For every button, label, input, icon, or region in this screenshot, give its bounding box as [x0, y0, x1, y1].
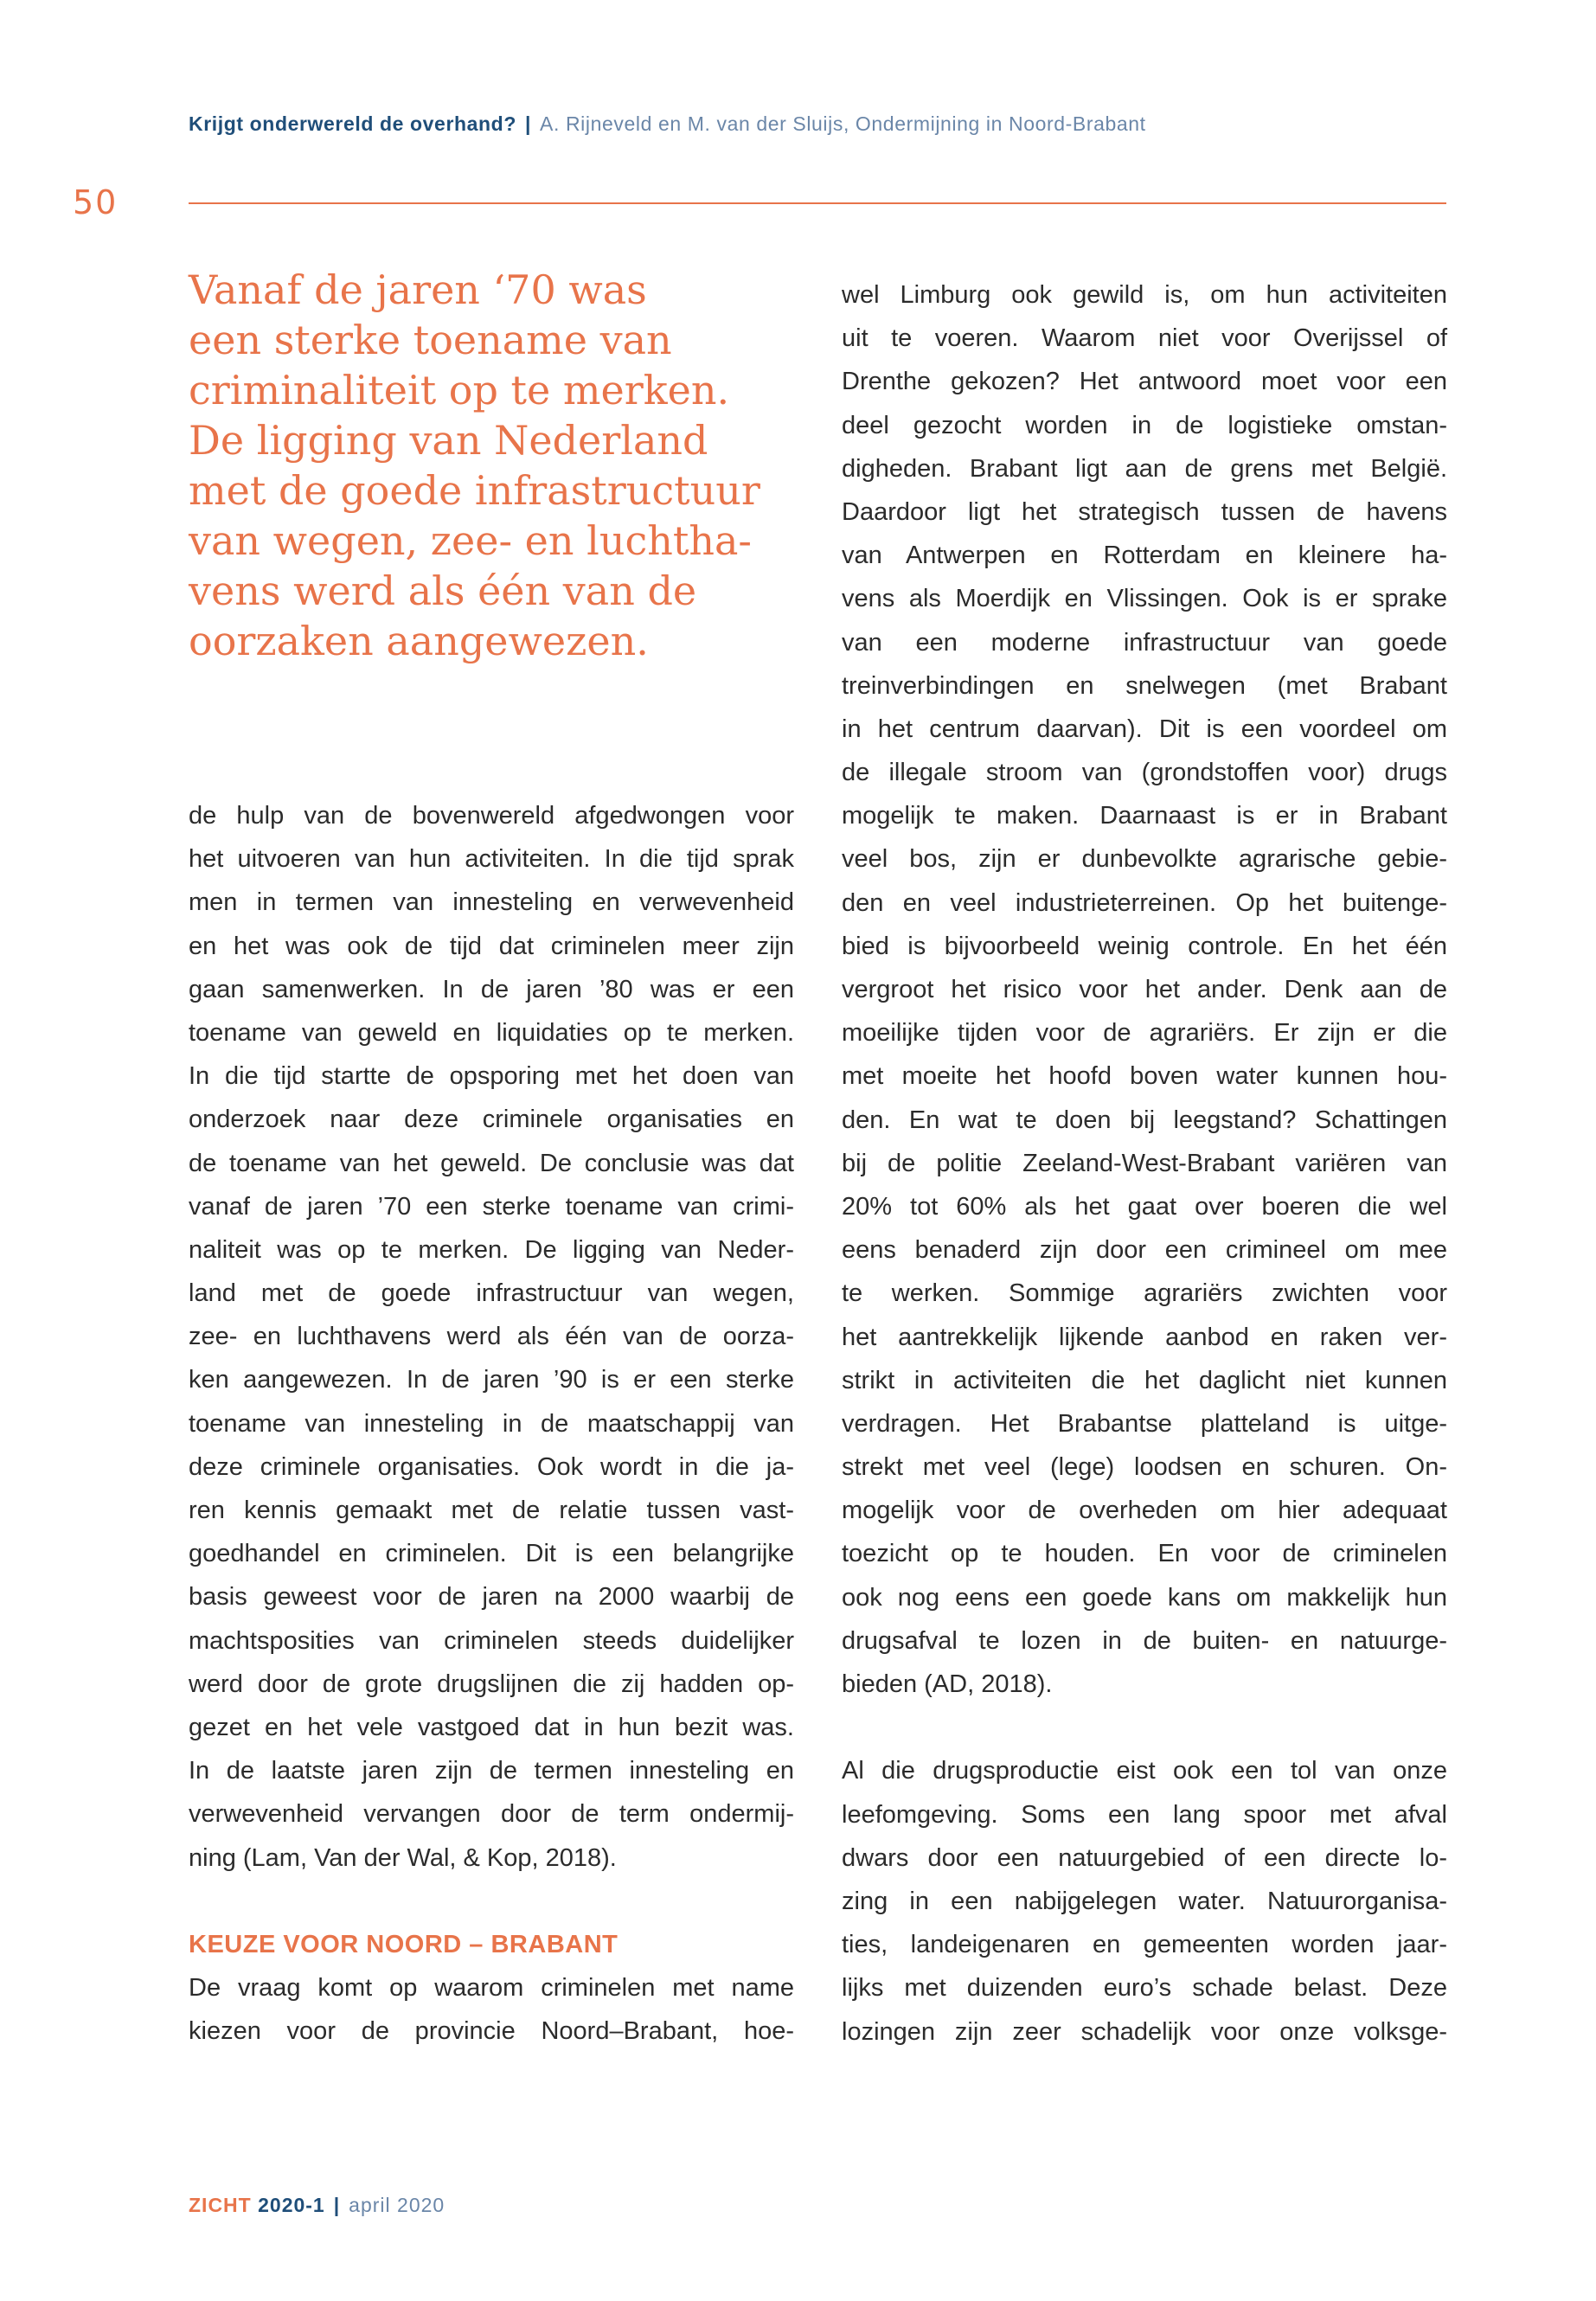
left-paragraph-1: [189, 794, 794, 1880]
text-line: bieden (AD, 2018).: [842, 1670, 1053, 1698]
text-line: digheden. Brabant ligt aan de grens met België.: [842, 454, 1447, 483]
text-line: zing in een nabijgelegen water. Natuurorganisa-: [842, 1887, 1447, 1915]
pull-quote-line: Vanaf de jaren ‘70 was: [189, 266, 647, 313]
text-line: mogelijk te maken. Daarnaast is er in Brabant: [842, 802, 1447, 830]
left-paragraph-2: [189, 1966, 794, 2053]
text-line: treinverbindingen en snelwegen (met Brabant: [842, 671, 1447, 700]
text-line: gezet en het vele vastgoed dat in hun bezit was.: [189, 1713, 794, 1741]
text-line: en het was ook de tijd dat criminelen meer zijn: [189, 932, 794, 960]
text-line: den. En wat te doen bij leegstand? Schattingen: [842, 1106, 1447, 1134]
text-line: strikt in activiteiten die het daglicht niet kunnen: [842, 1366, 1447, 1394]
running-header: [189, 112, 1146, 136]
text-line: de hulp van de bovenwereld afgedwongen voor: [189, 802, 794, 830]
pull-quote-line: van wegen, zee- en luchtha-: [189, 517, 752, 564]
text-line: onderzoek naar deze criminele organisaties en: [189, 1106, 794, 1134]
text-line: in het centrum daarvan). Dit is een voordeel om: [842, 715, 1447, 743]
text-line: het aantrekkelijk lijkende aanbod en raken ver-: [842, 1323, 1447, 1351]
text-line: drugsafval te lozen in de buiten- en natuurge-: [842, 1626, 1447, 1655]
text-line: land met de goede infrastructuur van wegen,: [189, 1279, 794, 1308]
text-line: Drenthe gekozen? Het antwoord moet voor een: [842, 368, 1447, 396]
text-line: lozingen zijn zeer schadelijk voor onze volksge-: [842, 2017, 1447, 2046]
text-line: de toename van het geweld. De conclusie was dat: [189, 1149, 794, 1177]
pull-quote: [189, 265, 785, 666]
footer: [189, 2194, 445, 2217]
text-line: ties, landeigenaren en gemeenten worden jaar-: [842, 1931, 1447, 1959]
text-line: kiezen voor de provincie Noord–Brabant, hoe-: [189, 2017, 794, 2046]
text-line: bied is bijvoorbeeld weinig controle. En het één: [842, 932, 1447, 960]
text-line: vanaf de jaren ’70 een sterke toename van crimi-: [189, 1192, 794, 1221]
pull-quote-line: oorzaken aangewezen.: [189, 618, 649, 664]
footer-separator: |: [333, 2194, 341, 2216]
text-line: men in termen van innesteling en verwevenheid: [189, 888, 794, 917]
text-line: basis geweest voor de jaren na 2000 waarbij de: [189, 1583, 794, 1612]
text-line: den en veel industrieterreinen. Op het buitenge-: [842, 888, 1447, 917]
text-line: vergroot het risico voor het ander. Denk aan de: [842, 976, 1447, 1003]
pull-quote-line: een sterke toename van: [189, 317, 672, 363]
right-paragraph-2: [842, 1749, 1447, 2053]
header-separator: |: [525, 112, 532, 135]
page-number: 50: [73, 183, 119, 221]
text-line: lijks met duizenden euro’s schade belast. Deze: [842, 1974, 1447, 2003]
text-line: deel gezocht worden in de logistieke omstan-: [842, 411, 1447, 439]
text-line: van een moderne infrastructuur van goede: [842, 628, 1447, 657]
text-line: goedhandel en criminelen. Dit is een belangrijke: [189, 1540, 794, 1568]
text-line: dwars door een natuurgebied of een directe lo-: [842, 1843, 1447, 1872]
text-line: De vraag komt op waarom criminelen met name: [189, 1974, 794, 2003]
header-title: Krijgt onderwereld de overhand?: [189, 112, 516, 135]
text-line: ken aangewezen. In de jaren ’90 is er een sterke: [189, 1366, 794, 1394]
text-line: Daardoor ligt het strategisch tussen de havens: [842, 497, 1447, 526]
footer-brand: ZICHT: [189, 2194, 252, 2216]
footer-date: april 2020: [349, 2194, 445, 2216]
text-line: met moeite het hoofd boven water kunnen hou-: [842, 1062, 1447, 1091]
text-line: toezicht op te houden. En voor de criminelen: [842, 1540, 1447, 1568]
text-line: eens benaderd zijn door een crimineel om mee: [842, 1236, 1447, 1265]
text-line: In die tijd startte de opsporing met het doen van: [189, 1062, 794, 1091]
text-line: van Antwerpen en Rotterdam en kleinere ha-: [842, 542, 1447, 570]
footer-issue: 2020-1: [258, 2194, 325, 2216]
text-line: zee- en luchthavens werd als één van de oorza-: [189, 1323, 794, 1351]
header-authors: A. Rijneveld en M. van der Sluijs, Ondermijning in Noord-Brabant: [540, 112, 1146, 135]
text-line: wel Limburg ook gewild is, om hun activiteiten: [842, 281, 1447, 309]
text-line: strekt met veel (lege) loodsen en schuren. On-: [842, 1453, 1447, 1482]
text-line: verdragen. Het Brabantse platteland is uitge-: [842, 1409, 1447, 1438]
section-heading: KEUZE VOOR NOORD – BRABANT: [189, 1930, 619, 1958]
text-line: uit te voeren. Waarom niet voor Overijssel of: [842, 324, 1447, 353]
text-line: veel bos, zijn er dunbevolkte agrarische gebie-: [842, 845, 1447, 874]
text-line: toename van innesteling in de maatschappij van: [189, 1409, 794, 1438]
text-line: ook nog eens een goede kans om makkelijk hun: [842, 1583, 1447, 1612]
text-line: mogelijk voor de overheden om hier adequaat: [842, 1497, 1447, 1525]
text-line: toename van geweld en liquidaties op te merken.: [189, 1018, 794, 1047]
text-line: ning (Lam, Van der Wal, & Kop, 2018).: [189, 1843, 617, 1872]
text-line: leefomgeving. Soms een lang spoor met afval: [842, 1800, 1447, 1829]
header-divider: [189, 202, 1446, 204]
pull-quote-line: vens werd als één van de: [189, 567, 697, 614]
text-line: vens als Moerdijk en Vlissingen. Ook is er sprake: [842, 585, 1447, 613]
left-column: [189, 794, 794, 2053]
text-line: deze criminele organisaties. Ook wordt in die ja-: [189, 1452, 794, 1481]
text-line: te werken. Sommige agrariërs zwichten voor: [842, 1279, 1447, 1308]
text-line: moeilijke tijden voor de agrariërs. Er zijn er die: [842, 1019, 1447, 1048]
right-column: [842, 273, 1447, 2054]
pull-quote-line: De ligging van Nederland: [189, 417, 708, 464]
text-line: het uitvoeren van hun activiteiten. In die tijd sprak: [189, 845, 794, 874]
text-line: In de laatste jaren zijn de termen innesteling en: [189, 1757, 794, 1785]
text-line: gaan samenwerken. In de jaren ’80 was er een: [189, 975, 794, 1003]
text-line: 20% tot 60% als het gaat over boeren die wel: [842, 1192, 1447, 1221]
paragraph-gap: [842, 1706, 1447, 1749]
text-line: ren kennis gemaakt met de relatie tussen vast-: [189, 1497, 794, 1524]
text-line: naliteit was op te merken. De ligging van Neder-: [189, 1235, 794, 1264]
right-paragraph-1: [842, 273, 1447, 1706]
text-line: werd door de grote drugslijnen die zij hadden op-: [189, 1670, 794, 1698]
text-line: verwevenheid vervangen door de term ondermij-: [189, 1800, 794, 1829]
text-line: Al die drugsproductie eist ook een tol van onze: [842, 1757, 1447, 1785]
text-line: de illegale stroom van (grondstoffen voor) drugs: [842, 759, 1447, 787]
pull-quote-line: criminaliteit op te merken.: [189, 367, 730, 413]
text-line: machtsposities van criminelen steeds duidelijker: [189, 1626, 794, 1655]
paragraph-gap: [189, 1880, 794, 1923]
text-line: bij de politie Zeeland-West-Brabant variëren van: [842, 1149, 1447, 1177]
pull-quote-line: met de goede infrastructuur: [189, 467, 760, 514]
